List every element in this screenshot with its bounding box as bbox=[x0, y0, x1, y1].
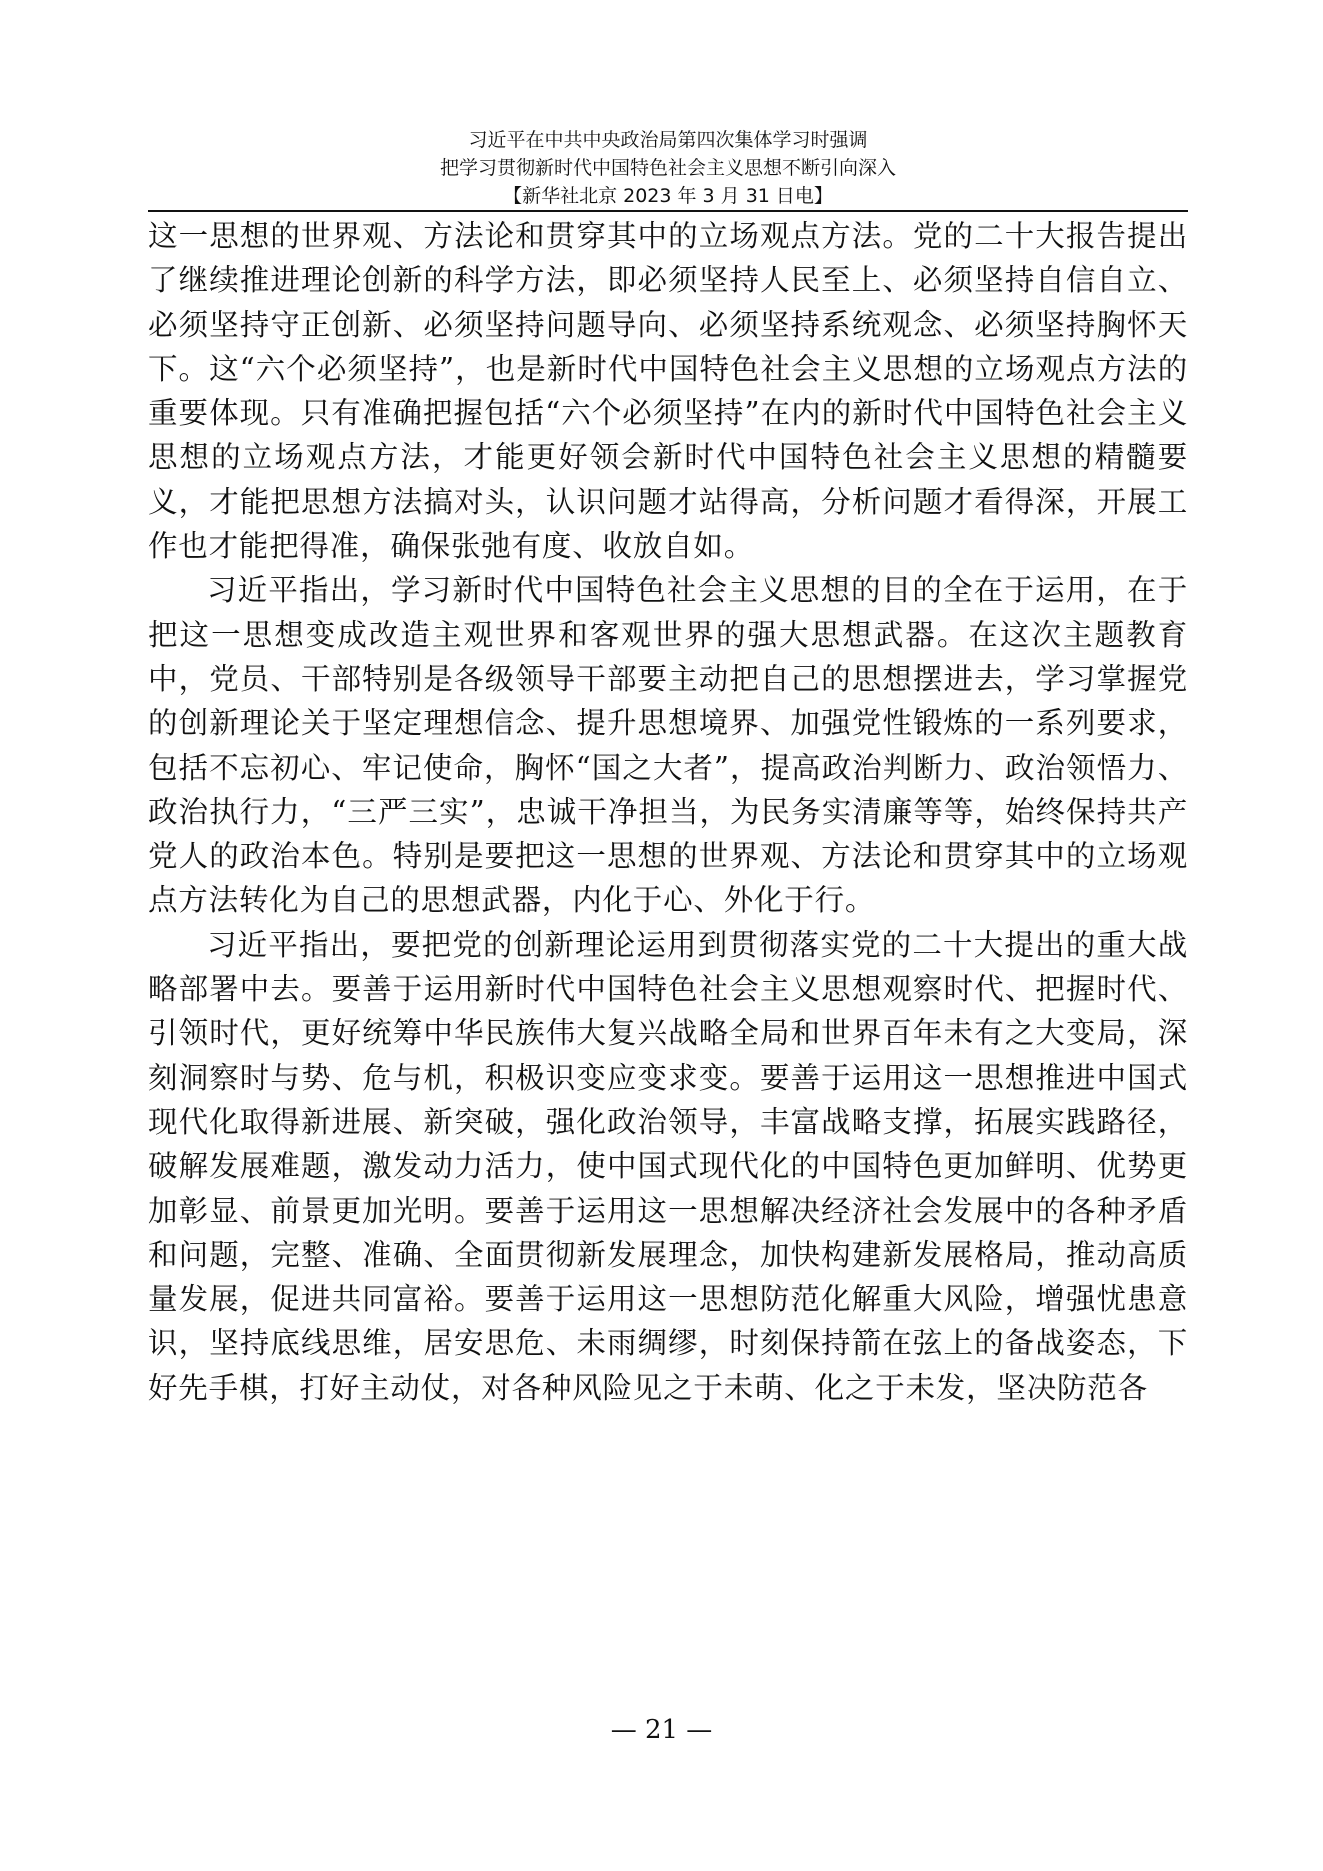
header-title-line-2: 把学习贯彻新时代中国特色社会主义思想不断引向深入 bbox=[439, 157, 896, 179]
paragraph: 习近平指出，学习新时代中国特色社会主义思想的目的全在于运用，在于把这一思想变成改造主观世界和客观世界的强大思想武器。在这次主题教育中，党员、干部特别是各级领导干部要主动把自己的思想摆进去，学习掌握党的创新理论关于坚定理想信念、提升思想境界、加强党性锻炼的一系列要求，包括不忘初心、牢记使命，胸怀“国之大者”，提高政治判断力、政治领悟力、政治执行力，“三严三实”，忠诚干净担当，为民务实清廉等等，始终保持共产党人的政治本色。特别是要把这一思想的世界观、方法论和贯穿其中的立场观点方法转化为自己的思想武器，内化于心、外化于行。 bbox=[148, 573, 1188, 918]
paragraph: 习近平指出，要把党的创新理论运用到贯彻落实党的二十大提出的重大战略部署中去。要善于运用新时代中国特色社会主义思想观察时代、把握时代、引领时代，更好统筹中华民族伟大复兴战略全局和世界百年未有之大变局，深刻洞察时与势、危与机，积极识变应变求变。要善于运用这一思想推进中国式现代化取得新进展、新突破，强化政治领导，丰富战略支撑，拓展实践路径，破解发展难题，激发动力活力，使中国式现代化的中国特色更加鲜明、优势更加彰显、前景更加光明。要善于运用这一思想解决经济社会发展中的各种矛盾和问题，完整、准确、全面贯彻新发展理念，加快构建新发展格局，推动高质量发展，促进共同富裕。要善于运用这一思想防范化解重大风险，增强忧患意识，坚持底线思维，居安思危、未雨绸缪，时刻保持箭在弦上的备战姿态，下好先手棋，打好主动仗，对各种风险见之于未萌、化之于未发，坚决防范各 bbox=[148, 927, 1188, 1405]
header-source-line: 【新华社北京 2023 年 3 月 31 日电】 bbox=[503, 185, 833, 207]
body-text bbox=[148, 214, 1188, 1410]
page-number: — 21 — bbox=[610, 1715, 713, 1745]
header-divider bbox=[148, 210, 1188, 212]
paragraph-continued: 这一思想的世界观、方法论和贯穿其中的立场观点方法。党的二十大报告提出了继续推进理论创新的科学方法，即必须坚持人民至上、必须坚持自信自立、必须坚持守正创新、必须坚持问题导向、必须坚持系统观念、必须坚持胸怀天下。这“六个必须坚持”，也是新时代中国特色社会主义思想的立场观点方法的重要体现。只有准确把握包括“六个必须坚持”在内的新时代中国特色社会主义思想的立场观点方法，才能更好领会新时代中国特色社会主义思想的精髓要义，才能把思想方法搞对头，认识问题才站得高，分析问题才看得深，开展工作也才能把得准，确保张弛有度、收放自如。 bbox=[148, 219, 1188, 564]
running-header bbox=[148, 126, 1188, 210]
header-title-line-1: 习近平在中共中央政治局第四次集体学习时强调 bbox=[468, 129, 868, 151]
